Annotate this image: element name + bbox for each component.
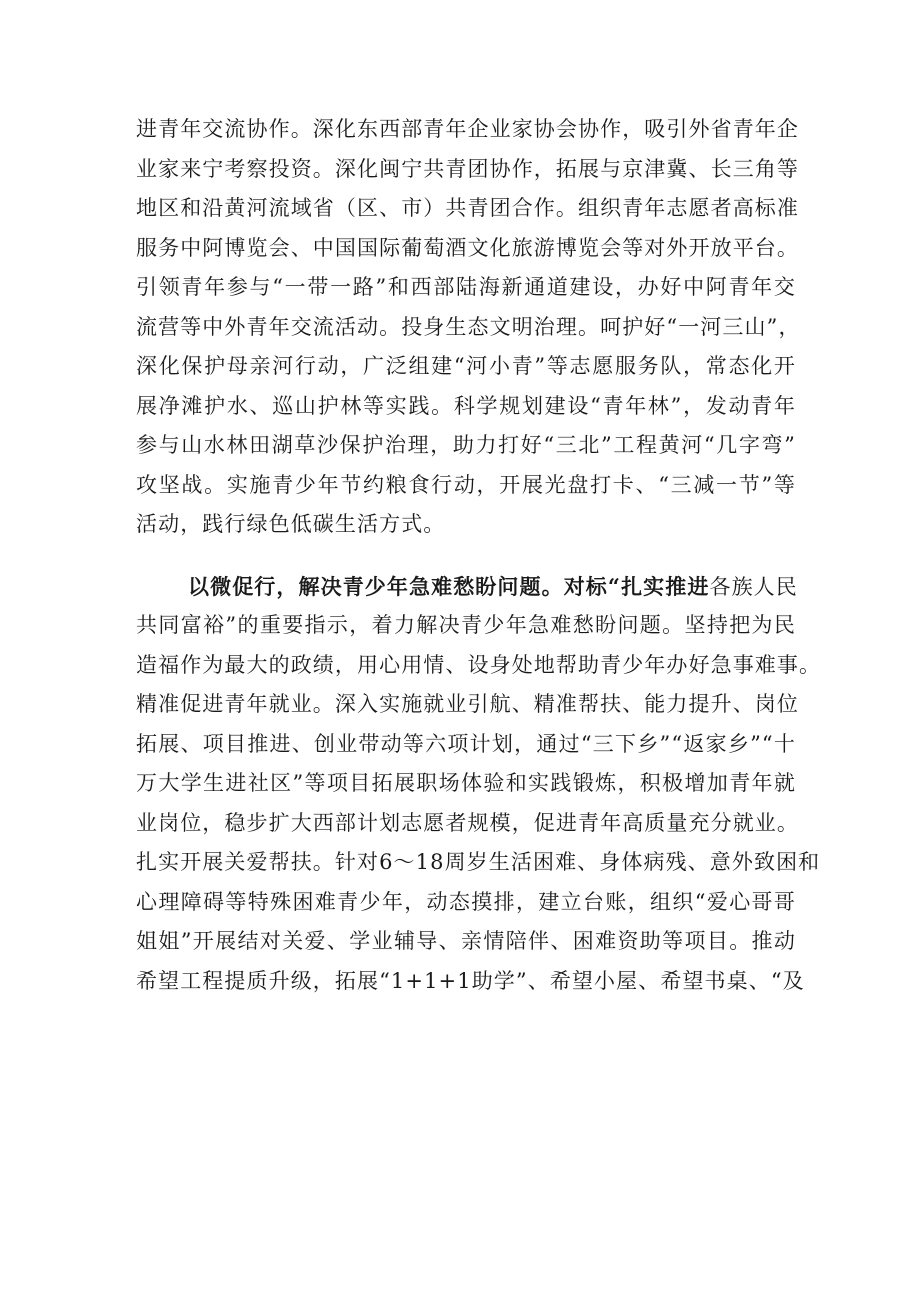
text-line: 万大学生进社区”等项目拓展职场体验和实践锻炼，积极增加青年就 xyxy=(136,771,796,795)
text-line: 拓展、项目推进、创业带动等六项计划，通过“三下乡”“返家乡”“十 xyxy=(136,731,796,756)
text-line: 引领青年参与“一带一路”和西部陆海新通道建设，办好中阿青年交 xyxy=(136,275,796,299)
text-line: 攻坚战。实施青少年节约粮食行动，开展光盘打卡、“三减一节”等 xyxy=(136,472,796,497)
document-body xyxy=(136,110,822,1001)
paragraph-youth-exchange-ecology xyxy=(136,110,801,545)
text-line: 地区和沿黄河流域省（区、市）共青团合作。组织青年志愿者高标准 xyxy=(136,196,799,220)
text-line: 深化保护母亲河行动，广泛组建“河小青”等志愿服务队，常态化开 xyxy=(136,354,796,378)
text-line: 希望工程提质升级，拓展“1+1+1助学”、希望小屋、希望书桌、“及 xyxy=(136,968,805,993)
text-line: 心理障碍等特殊困难青少年，动态摸排，建立台账，组织“爱心哥哥 xyxy=(136,889,796,914)
text-line: 姐姐”开展结对关爱、学业辅导、亲情陪伴、困难资助等项目。推动 xyxy=(136,929,796,953)
text-line: 进青年交流协作。深化东西部青年企业家协会协作，吸引外省青年企 xyxy=(136,117,799,141)
text-line: 参与山水林田湖草沙保护治理，助力打好“三北”工程黄河“几字弯” xyxy=(136,433,796,457)
text-line: 扎实开展关爱帮扶。针对6～18周岁生活困难、身体病残、意外致困和 xyxy=(136,850,821,874)
text-segment: 各族人民 xyxy=(709,574,798,599)
text-line: 业家来宁考察投资。深化闽宁共青团协作，拓展与京津冀、长三角等 xyxy=(136,156,799,181)
paragraph-spacer xyxy=(136,545,796,567)
text-line: 服务中阿博览会、中国国际葡萄酒文化旅游博览会等对外开放平台。 xyxy=(136,235,799,260)
text-line: 流营等中外青年交流活动。投身生态文明治理。呵护好“一河三山”， xyxy=(136,314,801,339)
bold-lead-text: 对标“扎实推进 xyxy=(563,573,710,599)
text-line: 展净滩护水、巡山护林等实践。科学规划建设“青年林”，发动青年 xyxy=(136,393,796,418)
section-heading: 以微促行，解决青少年急难愁盼问题。 xyxy=(188,573,564,599)
paragraph-youth-needs xyxy=(136,567,822,1002)
paragraph-first-line xyxy=(136,567,796,607)
text-line: 共同富裕”的重要指示，着力解决青少年急难愁盼问题。坚持把为民 xyxy=(136,613,796,637)
text-line: 精准促进青年就业。深入实施就业引航、精准帮扶、能力提升、岗位 xyxy=(136,692,799,716)
text-line: 造福作为最大的政绩，用心用情、设身处地帮助青少年办好急事难事。 xyxy=(136,652,822,677)
text-line: 活动，践行绿色低碳生活方式。 xyxy=(136,512,446,536)
text-line: 业岗位，稳步扩大西部计划志愿者规模，促进青年高质量充分就业。 xyxy=(136,810,799,835)
